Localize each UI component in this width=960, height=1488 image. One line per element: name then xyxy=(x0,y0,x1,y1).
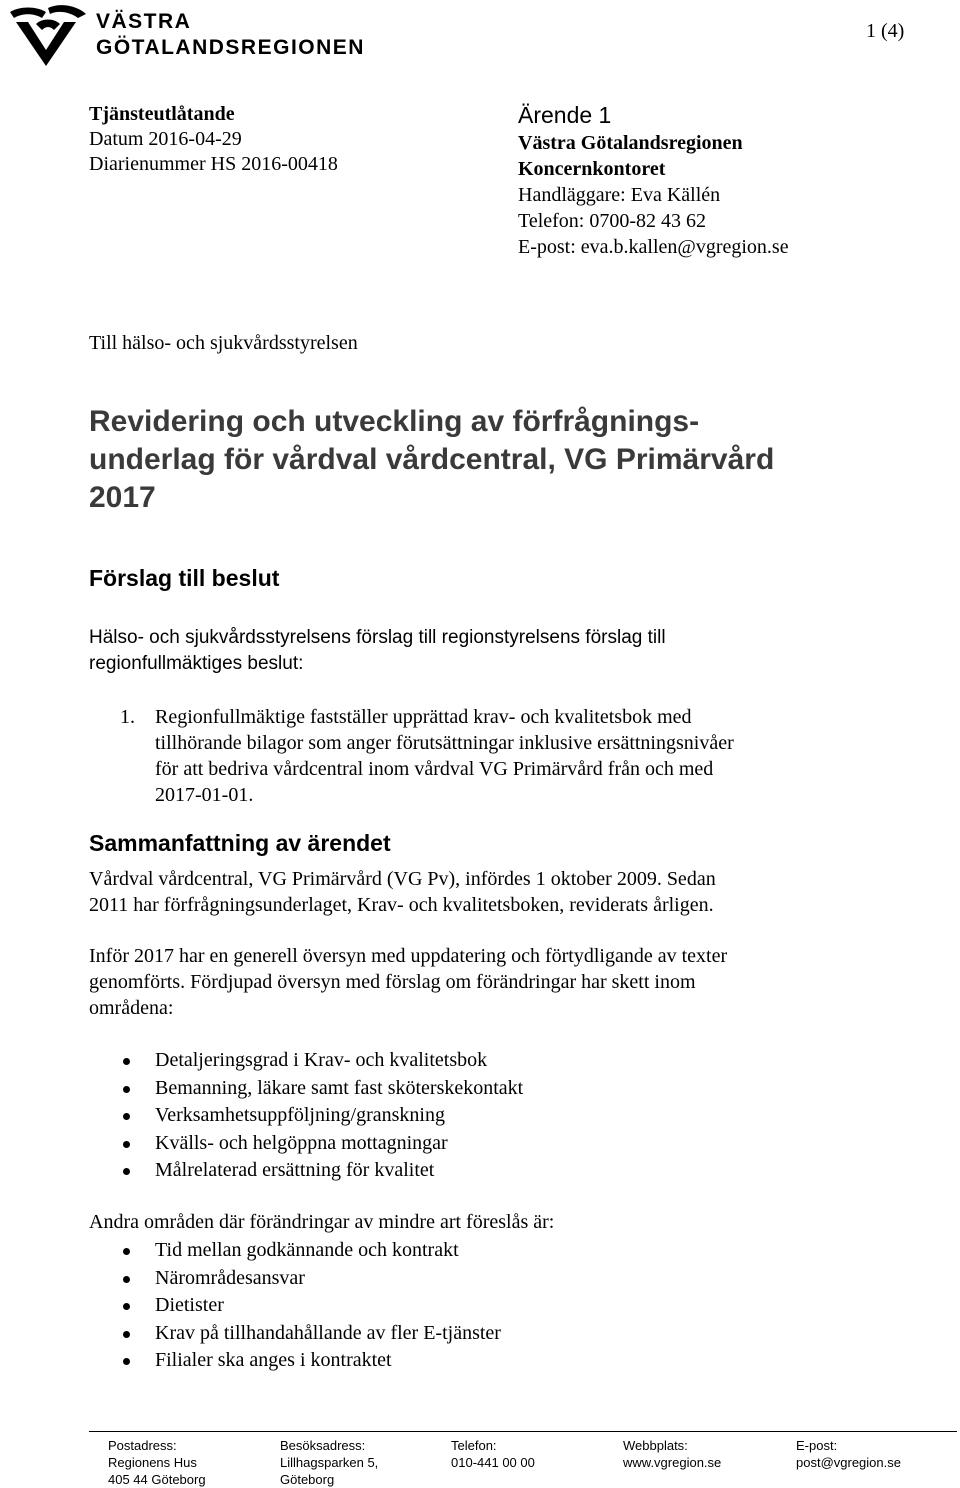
footer-web-link[interactable]: www.vgregion.se xyxy=(623,1455,722,1470)
list-item-text: Verksamhetsuppföljning/granskning xyxy=(155,1104,445,1126)
list-item-text: Närområdesansvar xyxy=(155,1266,305,1289)
case-meta xyxy=(518,100,789,260)
footer-visit xyxy=(280,1437,378,1488)
footer-label: Webbplats: xyxy=(623,1438,688,1453)
bullet-icon xyxy=(123,1086,130,1093)
decision-line: för att bedriva vårdcentral inom vårdval VG Primärvård från och med xyxy=(155,758,714,780)
list-item-text: Krav på tillhandahållande av fler E-tjänster xyxy=(155,1321,501,1344)
office: Koncernkontoret xyxy=(518,158,666,180)
handler-email: E-post: eva.b.kallen@vgregion.se xyxy=(518,236,789,258)
list-item-text: Dietister xyxy=(155,1294,224,1316)
case-number: Ärende 1 xyxy=(518,102,612,128)
list-item-text: Detaljeringsgrad i Krav- och kvalitetsbok xyxy=(155,1049,488,1071)
areas-list xyxy=(123,1047,523,1185)
list-item-text: Filialer ska anges i kontraktet xyxy=(155,1349,392,1371)
list-item xyxy=(123,1130,523,1158)
footer-divider xyxy=(89,1431,957,1432)
summary-line: 2011 har förfrågningsunderlaget, Krav- och kvalitetsboken, reviderats årligen. xyxy=(89,894,714,916)
logo-text-line1: VÄSTRA xyxy=(96,10,192,33)
summary-line: genomförts. Fördjupad översyn med förslag om förändringar har skett inom xyxy=(89,971,696,993)
list-item xyxy=(123,1347,501,1375)
proposal-intro-line: Hälso- och sjukvårdsstyrelsens förslag till regionstyrelsens förslag till xyxy=(89,627,666,648)
list-item-text: Bemanning, läkare samt fast sköterskekontakt xyxy=(155,1076,524,1099)
document-type: Tjänsteutlåtande xyxy=(89,103,235,125)
other-areas-list xyxy=(123,1237,501,1375)
bullet-icon xyxy=(123,1276,130,1283)
footer-label: Besöksadress: xyxy=(280,1438,366,1453)
proposal-intro-line: regionfullmäktiges beslut: xyxy=(89,653,304,674)
vgr-logo-mark xyxy=(6,4,94,76)
summary-paragraph xyxy=(89,866,829,918)
footer-value: Lillhagsparken 5, xyxy=(280,1455,379,1470)
title-line: Revidering och utveckling av förfrågnings- xyxy=(89,405,700,438)
page-title xyxy=(89,403,849,517)
list-item xyxy=(123,1157,523,1185)
proposal-heading: Förslag till beslut xyxy=(89,565,280,591)
document-meta xyxy=(89,102,338,177)
summary-heading: Sammanfattning av ärendet xyxy=(89,830,391,856)
bullet-icon xyxy=(123,1141,130,1148)
footer-label: Postadress: xyxy=(108,1438,177,1453)
summary-line: Inför 2017 har en generell översyn med uppdatering och förtydligande av texter xyxy=(89,945,728,967)
footer-label: Telefon: xyxy=(451,1438,497,1453)
list-item xyxy=(123,1265,501,1293)
vgr-logo xyxy=(6,4,366,76)
summary-line: områdena: xyxy=(89,997,174,1019)
title-line: underlag för vårdval vårdcentral, VG Primärvård xyxy=(89,443,775,476)
footer-value: Regionens Hus xyxy=(108,1455,197,1470)
decision-line: 2017-01-01. xyxy=(155,784,254,806)
decision-number: 1. xyxy=(120,706,135,728)
footer-value: 010-441 00 00 xyxy=(451,1455,535,1470)
title-line: 2017 xyxy=(89,481,156,514)
list-item xyxy=(123,1075,523,1103)
recipient: Till hälso- och sjukvårdsstyrelsen xyxy=(89,332,358,354)
bullet-icon xyxy=(123,1058,130,1065)
footer-postal xyxy=(108,1437,206,1488)
footer-web xyxy=(623,1437,721,1471)
bullet-icon xyxy=(123,1248,130,1255)
list-item xyxy=(123,1047,523,1075)
list-item xyxy=(123,1320,501,1348)
list-item-text: Tid mellan godkännande och kontrakt xyxy=(155,1239,459,1261)
decision-line: Regionfullmäktige fastställer upprättad krav- och kvalitetsbok med xyxy=(155,706,692,728)
bullet-icon xyxy=(123,1113,130,1120)
bullet-icon xyxy=(123,1331,130,1338)
list-item xyxy=(123,1102,523,1130)
footer-phone xyxy=(451,1437,535,1471)
list-item xyxy=(123,1292,501,1320)
list-item-text: Kvälls- och helgöppna mottagningar xyxy=(155,1131,448,1154)
decision-line: tillhörande bilagor som anger förutsättningar inklusive ersättningsnivåer xyxy=(155,732,734,754)
footer-value: 405 44 Göteborg xyxy=(108,1472,206,1487)
summary-line: Vårdval vårdcentral, VG Primärvård (VG Pv), infördes 1 oktober 2009. Sedan xyxy=(89,868,716,890)
document-date: Datum 2016-04-29 xyxy=(89,128,242,150)
footer-label: E-post: xyxy=(796,1438,838,1453)
summary-paragraph xyxy=(89,943,829,1021)
other-areas-intro: Andra områden där förändringar av mindre art föreslås är: xyxy=(89,1211,555,1233)
list-item-text: Målrelaterad ersättning för kvalitet xyxy=(155,1159,435,1181)
handler-phone: Telefon: 0700-82 43 62 xyxy=(518,210,707,232)
organization: Västra Götalandsregionen xyxy=(518,132,743,154)
footer-value: Göteborg xyxy=(280,1472,335,1487)
list-item xyxy=(123,1237,501,1265)
page-number: 1 (4) xyxy=(866,20,905,42)
bullet-icon xyxy=(123,1168,130,1175)
proposal-intro xyxy=(89,625,769,677)
footer-email-link[interactable]: post@vgregion.se xyxy=(796,1455,901,1470)
handler: Handläggare: Eva Källén xyxy=(518,184,721,206)
decision-text xyxy=(155,704,805,808)
bullet-icon xyxy=(123,1303,130,1310)
footer-email xyxy=(796,1437,901,1471)
bullet-icon xyxy=(123,1358,130,1365)
diary-number: Diarienummer HS 2016-00418 xyxy=(89,153,338,175)
logo-text-line2: GÖTALANDSREGIONEN xyxy=(96,36,365,59)
